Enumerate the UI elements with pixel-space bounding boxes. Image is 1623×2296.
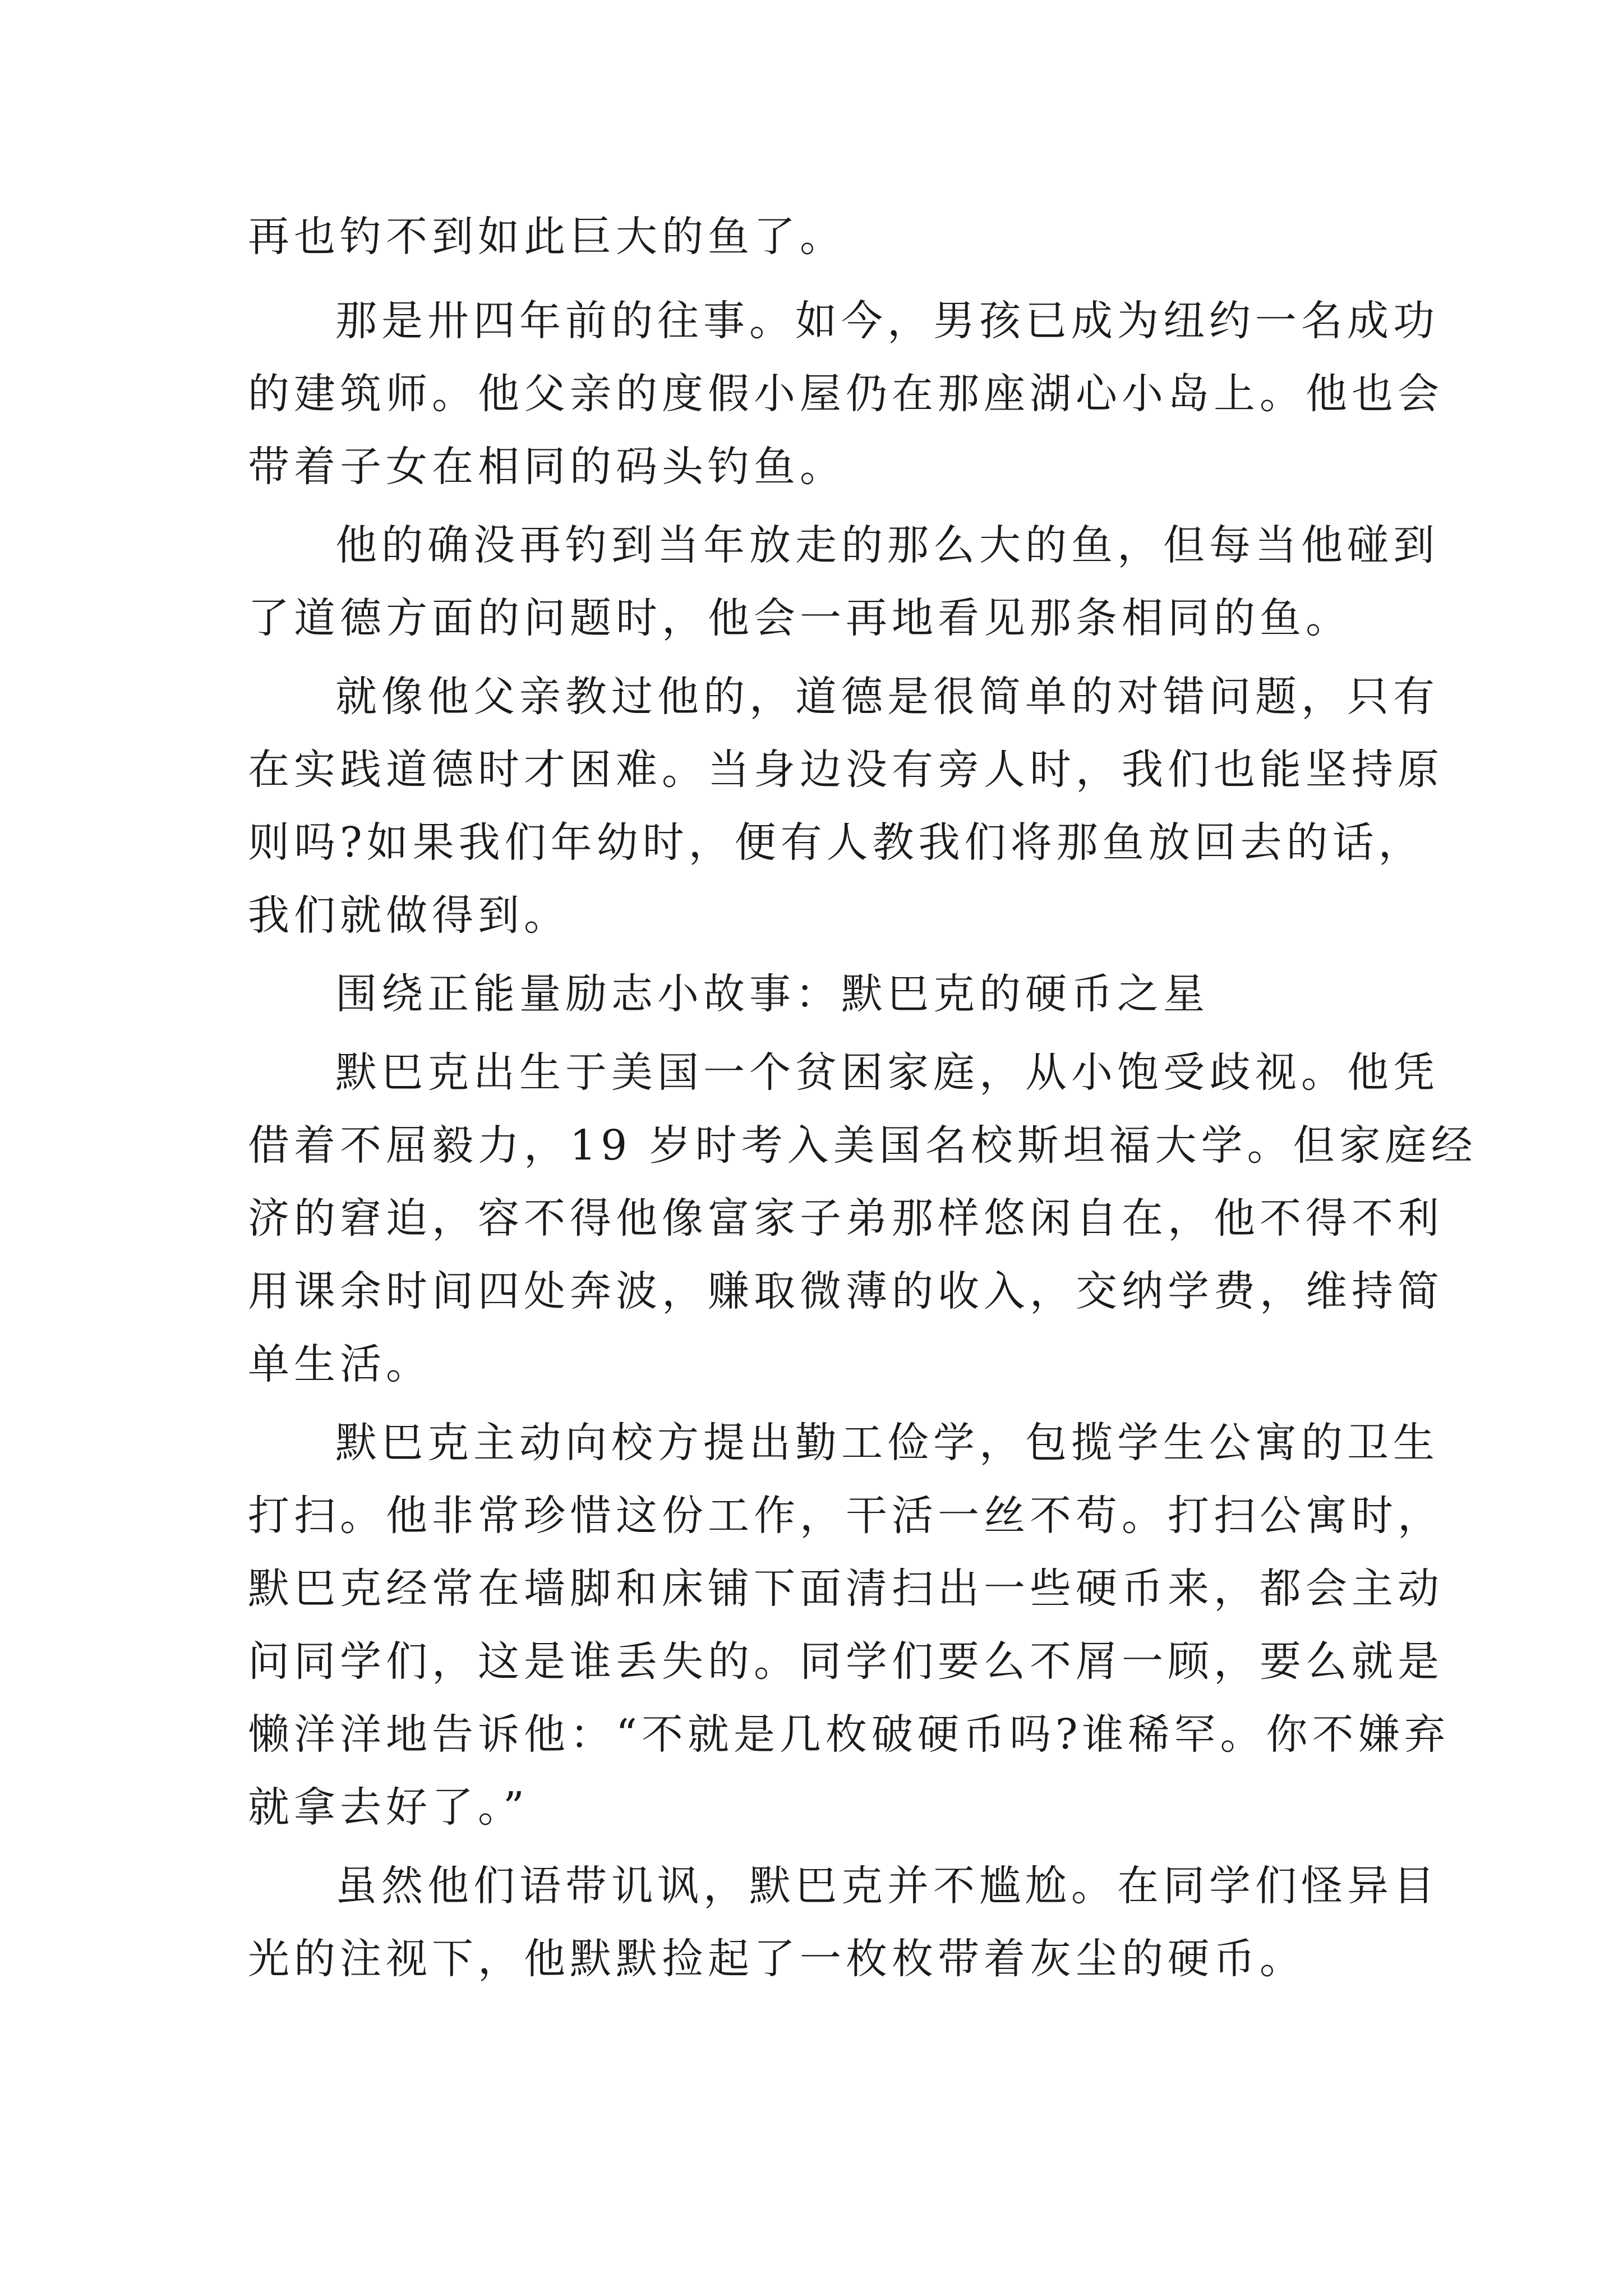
text-line: 问同学们，这是谁丢失的。同学们要么不屑一顾，要么就是	[248, 1637, 1444, 1686]
text-line: 我们就做得到。	[248, 891, 570, 940]
paragraph-first-line: 虽然他们语带讥讽，默巴克并不尴尬。在同学们怪异目	[335, 1862, 1439, 1910]
paragraph-first-line: 默巴克主动向校方提出勤工俭学，包揽学生公寓的卫生	[335, 1419, 1439, 1467]
text-line: 光的注视下，他默默捡起了一枚枚带着灰尘的硬币。	[248, 1935, 1306, 1983]
text-line: 的建筑师。他父亲的度假小屋仍在那座湖心小岛上。他也会	[248, 370, 1444, 418]
text-line: 懒洋洋地告诉他：“不就是几枚破硬币吗?谁稀罕。你不嫌弃	[248, 1710, 1450, 1759]
text-line: 则吗?如果我们年幼时，便有人教我们将那鱼放回去的话，	[248, 818, 1424, 867]
text-line: 再也钓不到如此巨大的鱼了。	[248, 213, 846, 261]
paragraph-first-line: 就像他父亲教过他的，道德是很简单的对错问题，只有	[335, 673, 1439, 721]
paragraph-first-line: 那是卅四年前的往事。如今，男孩已成为纽约一名成功	[335, 297, 1439, 345]
text-line: 用课余时间四处奔波，赚取微薄的收入，交纳学费，维持简	[248, 1267, 1444, 1315]
text-line: 默巴克经常在墙脚和床铺下面清扫出一些硬币来，都会主动	[248, 1565, 1444, 1613]
text-line: 在实践道德时才困难。当身边没有旁人时，我们也能坚持原	[248, 746, 1444, 794]
text-line: 带着子女在相同的码头钓鱼。	[248, 443, 846, 491]
section-heading: 围绕正能量励志小故事：默巴克的硬币之星	[335, 970, 1209, 1018]
paragraph-first-line: 他的确没再钓到当年放走的那么大的鱼，但每当他碰到	[335, 521, 1439, 569]
text-line: 了道德方面的问题时，他会一再地看见那条相同的鱼。	[248, 594, 1352, 642]
text-line: 就拿去好了。”	[248, 1783, 529, 1832]
text-line: 借着不屈毅力，19 岁时考入美国名校斯坦福大学。但家庭经	[248, 1121, 1477, 1170]
text-line: 单生活。	[248, 1340, 432, 1388]
text-line: 打扫。他非常珍惜这份工作，干活一丝不苟。打扫公寓时，	[248, 1492, 1444, 1540]
text-line: 济的窘迫，容不得他像富家子弟那样悠闲自在，他不得不利	[248, 1194, 1444, 1243]
paragraph-first-line: 默巴克出生于美国一个贫困家庭，从小饱受歧视。他凭	[335, 1048, 1439, 1097]
